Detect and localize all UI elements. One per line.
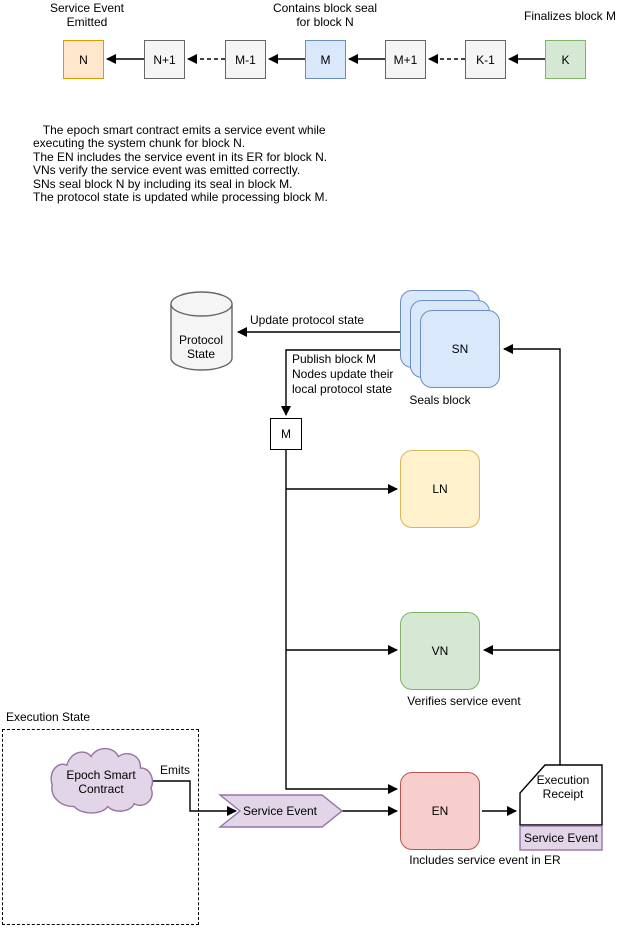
caption-line: Contract: [78, 782, 124, 796]
protocol-state-label: [179, 333, 223, 361]
block-label: K-1: [476, 52, 495, 67]
caption-line: Emitted: [66, 15, 108, 29]
chain-block-n: [63, 40, 104, 79]
verifies-service-event-caption: Verifies service event: [407, 694, 521, 708]
block-label: M+1: [393, 52, 418, 67]
caption-line: Protocol: [178, 333, 224, 347]
includes-service-event-caption: Includes service event in ER: [409, 853, 561, 867]
description-line: The EN includes the service event in its ER for block N.: [33, 149, 328, 164]
caption-finalizes-block-m: Finalizes block M: [523, 9, 617, 23]
block-label: N: [79, 52, 88, 67]
description-line: executing the system chunk for block N.: [33, 136, 246, 151]
chain-block-n1: [144, 40, 185, 79]
caption-line: State: [186, 347, 216, 361]
label-line: Nodes update their: [292, 367, 394, 381]
vn-node: [400, 612, 480, 690]
sn-node: [420, 310, 500, 388]
execution-state-label: Execution State: [6, 710, 91, 724]
block-label: M-1: [235, 52, 256, 67]
ln-node: [400, 450, 480, 528]
node-label: VN: [431, 644, 449, 658]
arrow-block-m-to-en: [286, 450, 397, 789]
caption-contains-block-seal: [273, 1, 377, 29]
block-m-node: [270, 418, 302, 450]
chain-block-m: [305, 40, 346, 79]
description-line: The epoch smart contract emits a service event while: [33, 123, 326, 137]
epoch-smart-contract-label: [66, 768, 135, 796]
label-line: local protocol state: [292, 382, 393, 396]
update-protocol-state-label: Update protocol state: [250, 313, 365, 327]
service-event-banner-label: Service Event: [242, 804, 318, 818]
label-line: Publish block M: [292, 352, 377, 366]
chain-block-k-minus-1: [465, 40, 506, 79]
caption-line: Service Event: [49, 1, 125, 15]
description-paragraph: [33, 124, 328, 204]
caption-line: for block N: [296, 15, 354, 29]
execution-state-container: [2, 729, 199, 925]
caption-line: Receipt: [542, 787, 584, 801]
seals-block-caption: Seals block: [409, 393, 471, 407]
description-line: VNs verify the service event was emitted correctly.: [33, 163, 301, 178]
caption-service-event-emitted: [50, 1, 124, 29]
caption-line: Contains block seal: [272, 1, 378, 15]
block-label: N+1: [153, 52, 176, 67]
execution-receipt-band-label: Service Event: [523, 831, 599, 845]
block-label: M: [320, 52, 331, 67]
description-line: SNs seal block N by including its seal in block M.: [33, 176, 293, 191]
caption-line: Epoch Smart: [66, 768, 136, 782]
node-label: SN: [451, 342, 469, 356]
chain-block-m-minus-1: [225, 40, 266, 79]
node-label: LN: [432, 482, 448, 496]
node-label: EN: [431, 804, 449, 818]
en-node: [400, 772, 480, 850]
chain-block-k: [545, 40, 586, 79]
publish-block-m-label: [292, 352, 393, 397]
emits-label: Emits: [160, 763, 190, 777]
caption-line: Execution: [536, 773, 590, 787]
description-line: The protocol state is updated while processing block M.: [33, 190, 328, 205]
execution-receipt-label: [537, 773, 590, 801]
block-label: K: [561, 52, 570, 67]
node-label: M: [281, 427, 291, 441]
chain-block-m-plus-1: [385, 40, 426, 79]
